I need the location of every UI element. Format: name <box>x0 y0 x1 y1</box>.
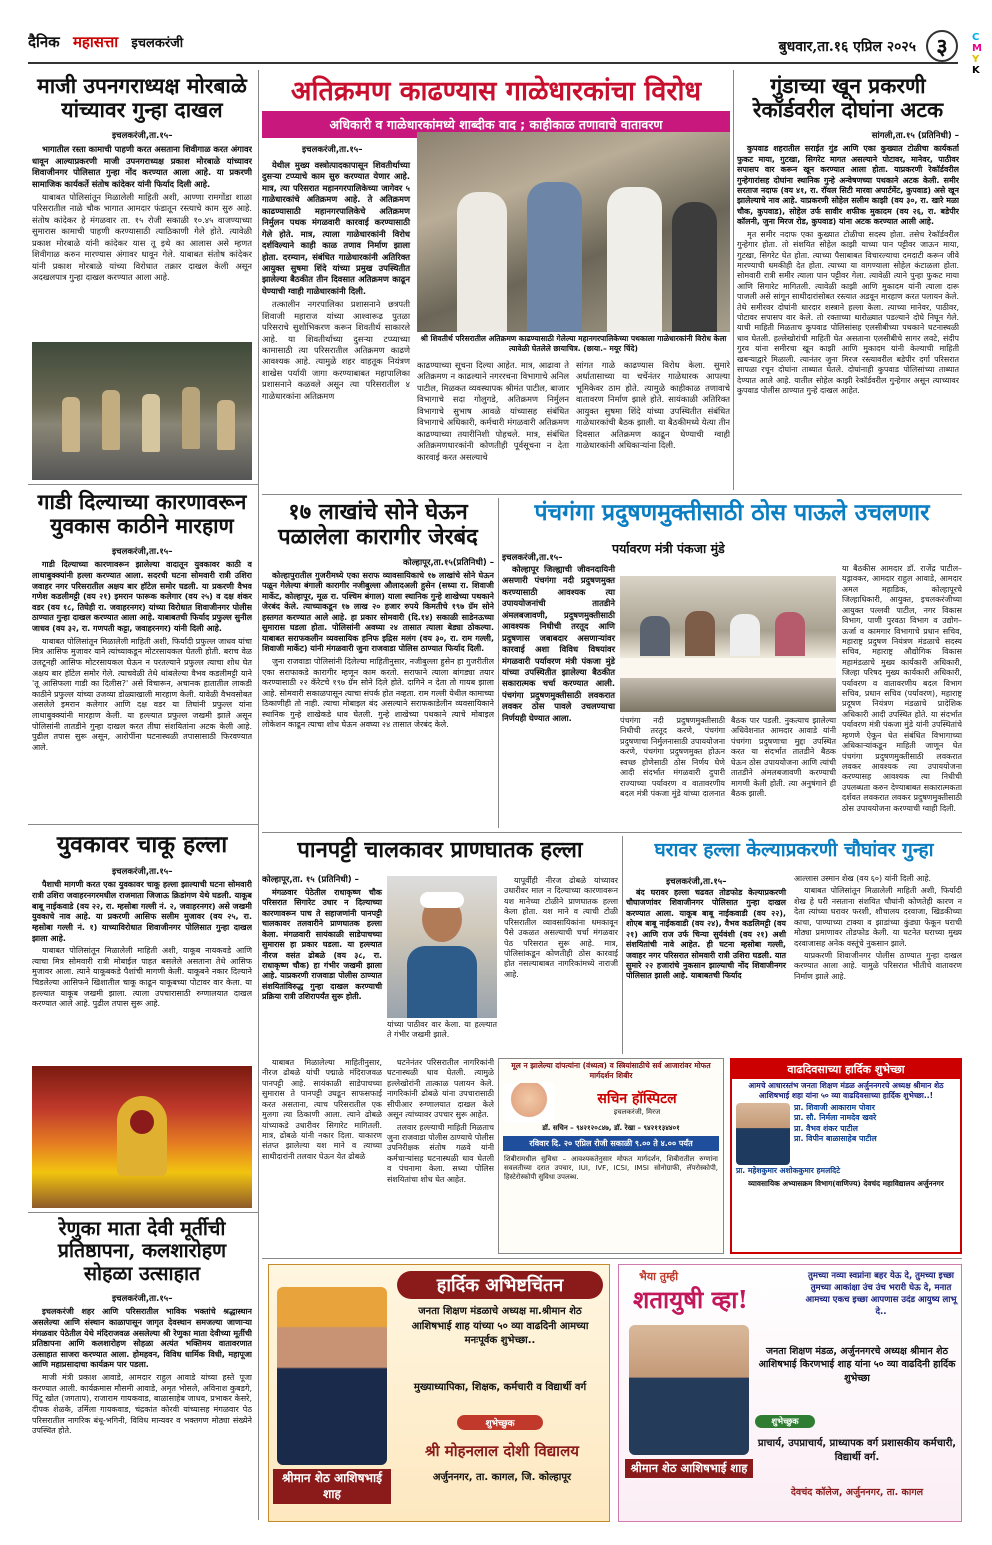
ad-tag: शुभेच्छुक <box>755 1415 815 1428</box>
paragraph: येथील मुख्य वस्त्रोत्पादकापासून शिवतीर्थाच्या दुसऱ्या टप्प्याचे काम सुरु करण्यात येणार आहे. मात्र, त्या परिसरात महानगरपालिकेच्या जागेवर ५ गाळेधारकांचे अतिक्रमण आहे. ते अतिक्रमण काढण्यासाठी महानगरपालिकेचे अतिक्रमण निर्मुलन पथक मंगळवारी कारवाई करण्यासाठी गेले होते. मात्र, त्याला गाळेधारकांनी विरोध दर्शविल्याने काही काळ तणाव निर्माण झाला होता. दरम्यान, संबंधित गाळेधारकांनी अतिरिक्त आयुक्त सुषमा शिंदे यांच्या प्रमुख उपस्थितीत झालेल्या बैठकीत तीन दिवसात अतिक्रमण काढून घेण्याची ग्वाही गाळेधारकांनी दिली. <box>262 160 410 296</box>
paragraph: याप्रकरणी शिवाजीनगर पोलीस ठाण्यात गुन्हा दाखल करण्यात आला आहे. यामुळे परिसरात भीतीचे वातावरण निर्माण झाले आहे. <box>794 950 962 981</box>
article-body <box>32 1307 252 1437</box>
paragraph: या बैठकीस आमदार डॉ. राजेंद्र पाटील–यड्रावकर, आमदार राहुल आवाडे, आमदार अमल महाडिक, कोल्हापूरचे जिल्हाधिकारी, आयुक्त, इचलकरंजीच्या आयुक्त पल्लवी पाटील, नगर विकास विभाग, पाणी पुरवठा विभाग व उद्योग–ऊर्जा व कामगार विभागाचे प्रधान सचिव, महाराष्ट्र प्रदुषण नियंत्रण मंडळाचे सदस्य सचिव, महाराष्ट्र औद्योगिक विकास महामंडळाचे मुख्य कार्यकारी अधिकारी, जिल्हा परिषद मुख्य कार्यकारी अधिकारी, पर्यावरण व वातावरणीय बदल विभाग सचिव, प्रधान सचिव (पर्यावरण), महाराष्ट्र प्रदूषण नियंत्रण मंडळाचे प्रादेशिक अधिकारी आदी उपस्थित होते. या संदर्भात पर्यावरण मंत्री पंकजा मुंडे यांनी उपस्थितांचे म्हणणे ऐकून घेत संबंधित विभागाच्या अधिकाऱ्यांकडून माहिती जाणून घेत पंचगंगा प्रदुषणमुक्तीसाठी लवकरात लवकर आवश्यक त्या उपाययोजना करण्यासह आवश्यक त्या निधीची उपलब्धता करुन देण्याबाबत सकारात्मकता दर्शवत लवकरात लवकर प्रदुषणमुक्तीसाठी ठोस उपाययोजना करण्याची ग्वाही दिली. <box>842 564 962 813</box>
article-col <box>262 888 382 1058</box>
paragraph: तलवार हल्ल्याची माहिती मिळताच जुना राजवाडा पोलीस ठाण्याचे पोलीस उपनिरीक्षक संतोष गळवे यांनी कर्मचाऱ्यांसह घटनास्थळी धाव घेतली व पंचनामा केला. सध्या पोलिस संशयितांचा शोध घेत आहेत. <box>387 1122 494 1184</box>
cmyk-marks <box>972 32 982 76</box>
column-rule <box>258 70 259 1520</box>
ad-school: श्री मोहनलाल दोशी विद्यालय <box>425 1442 579 1460</box>
section-rule <box>262 832 962 833</box>
dateline: इचलकरंजी,ता.१५– <box>302 145 363 156</box>
paragraph: आल्लास उस्मान शेख (वय ६०) यांनी दिली आहे. <box>794 874 932 883</box>
article-col <box>262 1058 382 1254</box>
paragraph: बंद घरावर हल्ला चढवत तोडफोड केल्याप्रकरणी चौघाजणांवर शिवाजीनगर पोलिसात गुन्हा दाखल करण्यात आला. याकूब बाबू नाईकवाडी (वय २२), शोएब बाबू नाईकवाडी (वय २४), वैभव कडलिमट्टी (वय २१) आणि राज उर्फ चिन्या सुर्यवंशी (वय २१) अशी संशयितांची नावे आहेत. ही घटना म्हसोबा गल्ली, जवाहर नगर परिसरात सोमवारी रात्री उशिरा घडली. यात सुमारे २२ हजारांचे नुकसान झाल्याची नोंद शिवाजीनगर पोलिसात झाली आहे. याबाबतची फिर्याद <box>626 888 786 981</box>
hospital-body: शिबीरामधील सुविधा – आवश्यकतेनुसार मोफत मार्गदर्शन, शिबीरातील रुग्णांना सवलतीच्या दरात उपचार, IUI, IVF, ICSI, IMSI सोनोग्राफी, लॅपरोस्कोपी, हिस्टेरोस्कोपी सुविधा उपलब्ध. <box>504 1155 718 1182</box>
dateline: कोल्हापूर,ता. १५ (प्रतिनिधी) – <box>262 875 359 885</box>
paragraph: याबाबत पोलिसांतून मिळालेली माहिती अशी, आण्णा रामगोंडा शाळा परिसरातील नाळे चौक भागात आमदार फंडातून रस्त्याचे काम सुरु आहे. संतोष कांदेकर हे मंगळवार ता. १५ रोजी सकाळी १०.४५ वाजण्याच्या सुमारास कामाची पाहणी करण्यासाठी त्याठिकाणी गेले होते. त्यावेळी प्रकाश मोरबाळे यांनी कांदेकर यास तू इथे का आलास असे म्हणत शिवीगाळ करुन मारण्यास अंगावर धावून गेले. याबाबत संतोष कांदेकर यांनी प्रकाश मोरबाळे यांच्या विरोधात तक्रार दाखल केली असून अदखलपात्र गुन्हा दाखल करण्यात आला आहे. <box>32 192 252 283</box>
paragraph: यापूर्वीही नीरज ढोबळे यांच्यावर उधारीवर माल न दिल्याच्या कारणावरून यश मानेच्या टोळीने प्राणघातक हल्ला केला होता. यश माने व त्याची टोळी परिसरातील व्यावसायिकांना धमकावून पैसे उकळत असल्याची चर्चा मंगळवार पेठ परिसरात सुरू आहे. मात्र, पोलिसांकडून कोणतीही ठोस कारवाई होत नसल्याबाबत नागरिकांमध्ये नाराजी आहे. <box>504 876 618 979</box>
paragraph: इचलकरंजी शहर आणि परिसरातील भाविक भक्तांचे श्रद्धास्थान असलेल्या आणि संस्थान काळापासून जागृत देवस्थान समजल्या जाणाऱ्या मंगळवार पेठेतील येथे मंदिराजवळ असलेल्या श्री रेणुका माता देवीच्या मूर्तीची प्रतिष्ठापना आणि कलशारोहण सोहळा अत्यंत भक्तिमय वातावरणात उत्साहात साजरा करण्यात आला. होमहवन, विविध धार्मिक विधी, महापूजा आणि महाप्रसादाचा कार्यक्रम पार पडला. <box>32 1307 252 1370</box>
headline: घरावर हल्ला केल्याप्रकरणी चौघांवर गुन्हा <box>654 839 934 861</box>
ad-birthday-college <box>618 1264 962 1522</box>
dateline: इचलकरंजी,ता.१५– <box>666 877 727 887</box>
paragraph: कुपवाड शहरातील सराईत गुंड आणि एका कुख्यात टोळीचा कार्यकर्ता फुकट माया, गुटखा, सिगरेट मागत असल्याने पोटावर, मानेवर, पाठीवर सपासप वार करून खून करण्यात आला होता. याप्रकरणी रेकॉर्डवरील गुन्हेगारांसह दोघांना स्थानिक गुन्हे अन्वेषणच्या पथकाने अटक केली. समीर सरताज नदाफ (वय ४१, रा. रॉयल सिटी मारवा अपार्टमेंट, कुपवाड) असे खून झालेल्याचे नाव आहे. याप्रकरणी सोहेल सलीम काझी (वय ३०, रा. खारे मळा चौक, कुपवाड), सोहेल उर्फ सावीर शफीक मुकादम (वय २६, रा. बडेपीर कॉलनी, जुना मिरज रोड, कुपवाड) यांना अटक करण्यात आली आहे. <box>737 144 959 227</box>
article-body <box>32 144 252 283</box>
paragraph: गाडी दिल्याच्या कारणावरून झालेल्या वादातून युवकावर काठी व लाथाबुक्क्यांनी हल्ला करण्यात आला. सदरची घटना सोमवारी रात्री उशिरा जवाहर नगर परिसरातील अक्षय बार हॉटेल समोर घडली. या प्रकरणी वैभव गणेश कडलीमट्टी (वय २१) इमरान फारूक कलेगार (वय २५) व दक्ष शंकर वडर (वय १८, तिघेही रा. जवाहरनगर) यांच्या विरोधात शिवाजीनगर पोलीस ठाण्यात गुन्हा दाखल करण्यात आला आहे. याबाबतची फिर्याद प्रफुल्ल सुनील जाधव (वय ३२, रा. गणपती कट्टा, जवाहरनगर) यांनी दिली आहे. <box>32 560 252 634</box>
cmyk-c: C <box>972 32 980 43</box>
ad-big-title: शतायुषी व्हा! <box>633 1285 749 1314</box>
column-rule <box>622 836 623 1054</box>
ad-from: प्राचार्य, उपप्राचार्य, प्राध्यापक वर्ग प्रशासकीय कर्मचारी, विद्यार्थी वर्ग. <box>757 1438 957 1463</box>
article-col <box>387 1020 497 1058</box>
paragraph: भागातील रस्ता कामाची पाहणी करत असताना शिवीगाळ करत अंगावर धावून आल्याप्रकरणी माजी उपनगराध्यक्ष प्रकाश मोरबाळे यांच्यावर शिवाजीनगर पोलिसात गुन्हा नोंद करण्यात आला आहे. या प्रकरणी सामाजिक कार्यकर्ते संतोष कांदेकर यांनी फिर्याद दिली आहे. <box>32 144 252 189</box>
section-rule <box>28 1212 258 1213</box>
hospital-name: सचिन हॉस्पिटल <box>597 1091 677 1107</box>
paragraph: जुना राजवाडा पोलिसांनी दिलेल्या माहितीनुसार, नजीबुल्ला हुसेन हा गुजरीतील एका सराफाकडे कारागीर म्हणून काम करतो. सराफाने त्याला बांगड्या तयार करण्यासाठी २२ कॅरेटचे १९७ ग्रॅम सोने दिले होते. दागिने न देता तो गायब झाला आहे. सोमवारी सकाळपासून त्याचा संपर्क होत नव्हता. राम गल्ली येथील कामाच्या ठिकाणीही तो नाही. त्याचा मोबाइल बंद असल्याने सराफकाडेलीन व्यवसायिकाने स्थानिक गुन्हे शाखेकडे धाव घेतली. गुन्हे शाखेच्या पथकाने त्याचे मोबाइल लोकेशन काढून त्याचा शोध घेऊन अवघ्या २४ तासात जेरबंद केले. <box>262 656 494 730</box>
cmyk-y: Y <box>972 54 980 65</box>
article-col <box>576 360 730 490</box>
masthead-date: बुधवार,ता.१६ एप्रिल २०२५ <box>778 38 916 55</box>
paragraph: याबाबत पोलिसांतून मिळालेली माहिती अशी, याकूब नायकवडे आणि त्याचा मित्र सोमवारी रात्री मोबाईल पाहत बसलेले असताना तेथे आसिफ मुजावर आला. त्याने याकूबकडे पैशांची मागणी केली. याकूबने नकार दिल्याने चिडलेल्या आसिफने खिशातील चाकू काढून याकूबच्या पोटावर वार केला. या हल्ल्यात याकूब जखमी झाला. त्याला उपचारासाठी रुग्णालयात दाखल करण्यात आले आहे. पुढील तपास सुरू आहे. <box>32 946 252 1009</box>
article-col <box>794 874 962 1058</box>
dateline: इचलकरंजी,ता.१५– <box>112 547 173 558</box>
story-murder-arrest <box>737 70 959 490</box>
masthead-name: महासत्ता <box>72 33 119 51</box>
section-rule <box>262 494 962 495</box>
paragraph: मंगळवार पेठेतील राधाकृष्ण चौक परिसरात सिगारेट उधार न दिल्याच्या कारणावरून पाच ते सहाजणांनी पानपट्टी चालकावर तलवारीने प्राणघातक हल्ला केला. मंगळवारी सायंकाळी साडेपाचच्या सुमारास हा प्रकार घडला. या हल्ल्यात नीरज वसंत ढोबळे (वय ३८, रा. राधाकृष्ण चौक) हा गंभीर जखमी झाला आहे. याप्रकरणी राजवाडा पोलीस ठाण्यात संशयितांविरुद्ध गुन्हा दाखल करण्याची प्रक्रिया रात्री उशिरापर्यंत सुरू होती. <box>262 888 382 1002</box>
paragraph: पंचगंगा नदी प्रदुषणमुक्तीसाठी निधीची तरतूद करणे, पंचगंगा प्रदुषणाचा निर्मुलनासाठी उपाययोजना करणे, पंचगंगा प्रदुषणमुक्त होऊन स्वच्छ होणेसाठी ठोस निर्णय घेणे आदी संदर्भात मंगळवारी दुपारी राज्याच्या पर्यावरण व वातावरणीय बदल मंत्री पंकजा मुंडे यांच्या दालनात बैठक पार पडली. नुकत्याच झालेल्या अधिवेशनात आमदार आवाडे यांनी पंचगंगा प्रदुषणाचा मुद्दा उपस्थित करत या संदर्भात तातडीने बैठक घेऊन ठोस उपाययोजना आणि त्यांची तातडीने अंमलबजावणी करण्याची मागणी केली होती. त्या अनुषंगाने ही बैठक झाली. <box>620 716 836 798</box>
headline: अतिक्रमण काढण्यास गाळेधारकांचा विरोध <box>290 76 702 107</box>
ad-place: देवचंद कॉलेज, अर्जुननगर, ता. कागल <box>790 1487 924 1498</box>
masthead-prefix: दैनिक <box>28 33 60 51</box>
cmyk-k: K <box>972 65 980 76</box>
story-assault-stick <box>32 488 252 820</box>
faculty-name: प्रा. विपीन बाळासाहेब पाटील <box>794 1134 877 1144</box>
ad-org-text: आमचे आधारस्तंभ जनता शिक्षण मंडळ अर्जुननगरचे अध्यक्ष श्रीमान शेठ आशिषभाई शहा यांना ५० व्या वाढदिवसाच्या हार्दिक शुभेच्छा..! <box>748 1081 944 1100</box>
dateline: सांगली,ता.१५ (प्रतिनिधी) – <box>871 131 959 142</box>
paragraph: पैशाची मागणी करत एका युवकावर चाकू हल्ला झाल्याची घटना सोमवारी रात्री उशिरा जवाहरनगरमधील राजमाता जिजाऊ क्रिडांगण येथे घडली. याकूब बाबू नाईकवाडे (वय २२, रा. म्हसोबा गल्ली नं. २, जवाहरनगर) असे जखमी युवकाचे नाव आहे. या प्रकरणी आसिफ सलीम मुजावर (वय २५, रा. म्हसोबा गल्ली नं. १) याच्याविरोधात शिवाजीनगर पोलिसात गुन्हा दाखल झाला आहे. <box>32 880 252 943</box>
section-rule <box>262 1258 962 1259</box>
story-knife-attack <box>32 828 252 1062</box>
dateline: इचलकरंजी,ता.१५– <box>502 553 563 563</box>
ad-from: मुख्याध्यापिका, शिक्षक, कर्मचारी व विद्यार्थी वर्ग <box>413 1382 587 1393</box>
article-body <box>737 144 959 396</box>
ad-person: श्रीमान शेठ आशिषभाई शाह <box>273 1469 391 1504</box>
article-body <box>32 880 252 1010</box>
injured-man-photo <box>387 876 497 1018</box>
hospital-date: रविवार दि. २० एप्रिल रोजी सकाळी ९.०० ते ४.०० पर्यंत <box>503 1136 719 1151</box>
portrait-photo <box>629 1325 749 1455</box>
headline: रेणुका माता देवी मूर्तीची प्रतिष्ठापना, कलशारोहण सोहळा उत्साहात <box>57 1217 227 1285</box>
headline: गुंडाच्या खून प्रकरणी रेकॉर्डवरील दोघांना अटक <box>752 73 944 123</box>
story-renuka-mata <box>32 1214 252 1524</box>
ad-birthday-faculty <box>730 1058 962 1254</box>
headline: १७ लाखांचे सोने घेऊन पळालेला कारागीर जेरबंद <box>278 499 478 551</box>
article-col <box>626 888 786 1058</box>
baby-image <box>503 1083 555 1123</box>
paragraph: याबाबत पोलिसांतून मिळालेली माहिती अशी, फिर्यादी शेख हे घरी नसताना संशयित चौघांनी कोणतेही कारण न देता त्यांच्या घरावर फरशी, शौचालय दरवाजा, खिडकीच्या काचा, पाण्याच्या टाक्या व झाडांच्या कुंड्या फेकून घराची मोठ्या प्रमाणावर तोडफोड केली. या घटनेत घराच्या मुख्य दरवाजासह अनेक वस्तूंचे नुकसान झाले. <box>794 886 962 948</box>
temple-idol-photo <box>32 1066 252 1208</box>
ad-greet: भैया तुम्ही <box>639 1270 679 1283</box>
paragraph: घटनेनंतर परिसरातील नागरिकांनी घटनास्थळी धाव घेतली. त्यामुळे हल्लेखोरांनी तात्काळ पलायन केले. नागरिकांनी ढोबळे यांना उपचारासाठी सीपीआर रुग्णालयात दाखल केले असून त्यांच्यावर उपचार सुरू आहेत. <box>387 1058 494 1120</box>
ad-title: वाढदिवसाच्या हार्दिक शुभेच्छा <box>732 1060 960 1079</box>
ad-person: श्रीमान शेठ आशिषभाई शाह <box>625 1459 753 1478</box>
article-col <box>262 160 410 490</box>
section-rule <box>28 824 258 825</box>
hospital-address: इचलकरंजी, मिरज <box>613 1108 661 1116</box>
paragraph: तत्कालीन नगरपालिका प्रशासनाने छत्रपती शिवाजी महाराज यांच्या आश्वारूढ पुतळा परिसराचे सुशोभिकरण करून शिवतीर्थ साकारले आहे. या शिवतीर्थाच्या दुसऱ्या टप्प्याच्या कामासाठी त्या परिसरातील अतिक्रमण काढणे आवश्यक आहे. त्यामुळे शहर वाहतूक नियंत्रण शाखेस पर्यायी जागा करण्याबाबत महापालिका प्रशासनाने कळवले असून त्या परिसरातील ४ गाळेधारकांना अतिक्रमण <box>262 299 410 401</box>
photo-caption: श्री शिवतीर्थ परिसरातील अतिक्रमण काढण्यासाठी गेलेल्या महानगरपालिकेच्या पथकाला गाळेधारकांनी विरोध केला त्यावेळी घेतलेले छायाचित्र. (छाया.– मयूर चिंदे) <box>420 334 727 353</box>
ad-poem: तुमच्या नव्या स्वप्नांना बहर येऊ दे, तुमच्या इच्छा तुमच्या आकांक्षा उंच उंच भरारी घेऊ दे, मनात आमच्या एकच इच्छा आपणास उदंड आयुष्य लाभू दे.. <box>805 1271 957 1317</box>
column-rule <box>733 70 734 490</box>
paragraph: सांगत गाळे काढण्यास विरोध केला. सुमारे अर्धातासाच्या या चर्चेनंतर गाळेधारक आपल्या भूमिकेवर ठाम होते. त्यामुळे काहीकाळ तणावाचे वातावरण निर्माण झाले होते. सायंकाळी अतिरिक्त आयुक्त सुषमा शिंदे यांच्या उपस्थितीत संबंधित गाळेधारकांची बैठक झाली. या बैठकीमध्ये येत्या तीन दिवसात अतिक्रमण काढून घेण्याची ग्वाही गाळेधारकांनी अधिकाऱ्यांना दिली. <box>576 360 730 451</box>
article-col <box>620 716 836 828</box>
subheadline: अधिकारी व गाळेधारकांमध्ये शाब्दीक वाद ; काहीकाळ तणावाचे वातावरण <box>262 111 730 138</box>
paragraph: यांच्या पाठीवर वार केला. या हल्ल्यात ते गंभीर जखमी झाले. <box>387 1020 497 1040</box>
faculty-name: प्रा. वैभव शंकर पाटील <box>794 1123 858 1133</box>
dateline: इचलकरंजी,ता.१५– <box>112 867 173 878</box>
article-col <box>842 564 962 828</box>
portrait-photo <box>736 1103 790 1165</box>
story-panpatti-attack <box>262 836 618 1058</box>
paragraph: कोल्हापुरातील गुजरीमध्ये एका सराफ व्यावसायिकाचे १७ लाखांचे सोने घेऊन पळून गेलेल्या बंगाली कारागीर नजीबुल्ला औलादअली हुसेन (सध्या रा. शिवाजी मार्केट, कोल्हापूर, मूळ रा. पश्चिम बंगाल) याला स्थानिक गुन्हे शाखेच्या पथकाने जेरबंद केले. त्याच्याकडून १७ लाख २० हजार रुपये किमतीचे १९७ ग्रॅम सोने हस्तगत करण्यात आले आहे. हा प्रकार सोमवारी (दि.१४) सकाळी साडेनऊच्या सुमारास घडला होता. पोलिसांनी अवघ्या २४ तासात त्याला बेड्या ठोकल्या. याबाबत सराफकलीन व्यवसायिक हनिफ इद्रिस मलंग (वय ३०, रा. राम गल्ली, शिवाजी मार्केट) यांनी मंगळवारी जुना राजवाडा पोलिस ठाण्यात फिर्याद दिली. <box>262 570 494 654</box>
hospital-phone: डॉ. सचिन – ९४२१२०८४७, डॉ. रेखा – ९४२११३४४०१ <box>542 1124 680 1132</box>
story-morbale <box>32 70 252 480</box>
article-body <box>262 571 494 731</box>
faculty-name: प्रा. शिवाजी आकाराम पोवार <box>794 1102 875 1112</box>
headline: पानपट्टी चालकावर प्राणघातक हल्ला <box>297 837 583 863</box>
portrait-photo <box>277 1287 387 1465</box>
headline: माजी उपनगराध्यक्ष मोरबाळे यांच्यावर गुन्हा दाखल <box>37 73 247 123</box>
story-encroachment <box>262 70 730 490</box>
article-col <box>387 1058 494 1254</box>
paragraph: काढण्याच्या सूचना दिल्या आहेत. मात्र, आढावा ते अतिक्रमण न काढल्याने नगररचना विभागाचे अनिल पाटील, मिळकत व्यवस्थापक श्रीमंत पाटील, बाजार विभागाचे सदा गोलुगडे, अतिक्रमण निर्मुलन विभागाचे सुभाष आवळे यांच्यासह संबंधित विभागाचे अधिकारी, कर्मचारी मंगळवारी अतिक्रमण काढण्याच्या तयारीनिशी पोहचले. मात्र, संबंधित अतिक्रमणधारकांनी कोणतीही पूर्वसूचना न देता कारवाई करत असल्याचे <box>417 360 569 462</box>
paragraph: माजी मंत्री प्रकाश आवाडे, आमदार राहुल आवाडे यांच्या हस्ते पूजा करण्यात आली. कार्यक्रमास मौसमी आवाडे, अमृत भोसले, अविनाश कुबडगे, पिंटू खोत (जगताप), राजाराम गायकवाड, बाळासाहेब जाधव, प्रभाकर केसरे, दीपक शेळके, उर्मिला गायकवाड, चंद्रकांत कोरवी यांच्यासह मंगळवार पेठ परिसरातील नागरिक बंधू-भगिनी, विविध मान्यवर व भक्तगण मोठ्या संख्येने उपस्थित होते. <box>32 1373 252 1436</box>
headline: गाडी दिल्याच्या कारणावरून युवकास काठीने मारहाण <box>37 489 247 539</box>
page-number: ३ <box>926 30 958 62</box>
dateline: इचलकरंजी,ता.१५– <box>112 131 173 142</box>
masthead <box>28 30 958 64</box>
column-rule <box>498 498 499 828</box>
story-panchganga <box>502 498 962 828</box>
ad-text: जनता शिक्षण मंडळ, अर्जुननगरचे अध्यक्ष श्रीमान शेठ आशिषभाई किरणभाई शाह यांना ५० व्या वाढदिनी हार्दिक शुभेच्छा <box>758 1346 956 1384</box>
article-body <box>32 560 252 753</box>
ad-footer: व्यावसायिक अभ्यासक्रम विभाग(वाणिज्य) देवचंद महाविद्यालय अर्जुननगर <box>748 1178 944 1188</box>
story-house-attack <box>626 836 962 1058</box>
paragraph: मृत समीर नदाफ एका कुख्यात टोळीचा सदस्य होता. तसेच रेकॉर्डवरील गुन्हेगार होता. तो संशयित सोहेल काझी याच्या पान पट्टीवर जाऊन माया, गुटखा, सिगरेट घेत होता. त्याच्या पैसाबाबत विचारल्याचा दमदाटी करून जीवे मारण्याची धमकीही देत होता. त्याच्या या वागण्याला सोहेल कंटाळला होता. सोमवारी रात्री समीर त्याला पान पट्टीवर गेला. त्यावेळी त्याने पुन्हा फुकट माया आणि सिगारेट मागितली. त्यावेळी काझी आणि मुकादम यांनी त्याला दारू पाजली असे सांगून साथीदारांसोबत रस्त्यात अडवून मारहाण करत पलायन केले. तेथे समीरवर दोघांनी धारदार शस्त्राने हल्ला केला. त्याच्या मानेवर, पाठीवर, पोटावर सपासप वार केले. तो रक्ताच्या थारोळ्यात पडल्याने दोघे निघून गेले. याची माहिती मिळताच कुपवाड पोलिसांसह एलसीबीच्या पथकाने घटनास्थळी धाव घेतली. हल्लेखोरांची माहिती घेत असताना एलसीबीचे सागर लवटे, संदीप गुरव यांना समीरचा खून काझी आणि मुकादम यांनी केल्याची माहिती खबऱ्याद्वारे मिळाली. त्यानंतर जुना मिरज रस्त्यावरील बडेपीर दर्गा परिसरात सापळा रचून दोघांना ताब्यात घेतले. दोघांनाही कुपवाड पोलिसांच्या ताब्यात देण्यात आले आहे. यातील सोहेल काझी रेकॉर्डवरील गुन्हेगार असून त्याच्यावर कुपवाड पोलीस ठाण्यात गुन्हे दाखल आहेत. <box>737 229 959 395</box>
ad-title: हार्दिक अभिष्टचिंतन <box>397 1271 603 1299</box>
subheadline: पर्यावरण मंत्री पंकजा मुंडे <box>612 541 725 556</box>
headline: युवकावर चाकू हल्ला <box>56 831 228 858</box>
dateline: कोल्हापूर,ता.१५(प्रतिनिधी) – <box>403 557 494 568</box>
ad-text: जनता शिक्षण मंडळाचे अध्यक्ष मा.श्रीमान शेठ आशिषभाई शाह यांच्या ५० व्या वाढदिनी आमच्या मनःपूर्वक शुभेच्छा.. <box>411 1306 589 1346</box>
section-rule <box>28 484 258 485</box>
paragraph: कोल्हापूर जिल्ह्याची जीवनदायिनी असणारी पंचगंगा नदी प्रदुषणमुक्त करण्यासाठी आवश्यक त्या उपाययोजनांची तातडीने अंमलबजावणी, प्रदुषणमुक्तीसाठी आवश्यक निधीची तरतूद आणि प्रदुषणास जबाबदार असणाऱ्यांवर कारवाई अशा विविध विषयांवर मंगळवारी पर्यावरण मंत्री पंकजा मुंडे यांच्या उपस्थितीत झालेल्या बैठकीत सकारात्मक चर्चा करण्यात आली. पंचगंगा प्रदुषणमुक्तीसाठी लवकरात लवकर ठोस पावले उचलण्याचा निर्णयही घेण्यात आला. <box>502 564 615 723</box>
masthead-city: इचलकरंजी <box>131 36 184 51</box>
article-col <box>417 360 569 490</box>
article-col <box>502 564 615 734</box>
story-panpatti-continued <box>262 1058 494 1254</box>
ad-tag: शुभेच्छुक <box>457 1415 543 1430</box>
paragraph: याबाबत मिळालेल्या माहितीनुसार, नीरज ढोबळे यांची पद्माळे मंदिराजवळ पानपट्टी आहे. सायंकाळी साडेपाचच्या सुमारास ते पानपट्टी उघडून साफसफाई करत असताना, त्याच परिसरातील एक मुलगा त्या ठिकाणी आला. त्याने ढोबळे यांच्याकडे उधारीवर सिगारेट मागितली. मात्र, ढोबळे यांनी नकार दिला. याकारण संतप्त झालेल्या यश माने व त्याच्या साथीदारांनी तलवार घेऊन येत ढोबळे <box>262 1058 382 1161</box>
faculty-name: प्रा. महेशकुमार अशोककुमार हमलदिटे <box>736 1165 841 1175</box>
faculty-name: प्रा. सौ. निर्मला नामदेव खवरे <box>794 1113 877 1123</box>
dateline: इचलकरंजी,ता.१५– <box>112 1294 173 1305</box>
ad-birthday-school <box>268 1264 610 1522</box>
headline: पंचगंगा प्रदुषणमुक्तीसाठी ठोस पाऊले उचलणार <box>534 499 930 526</box>
encroachment-photo <box>417 132 730 332</box>
story-gold-theft <box>262 498 494 828</box>
article-col <box>504 876 618 1058</box>
paragraph: याबाबत पोलिसांतून मिळालेली माहिती अशी, फिर्यादी प्रफुल्ल जाधव यांचा मित्र आसिफ मुजावर याने त्यांच्याकडून मोटरसायकल घेतली होती. बराच वेळ उलटूनही आसिफ मोटरसायकल घेऊन न परतल्याने प्रफुल्ल त्याचा शोध घेत अक्षय बार हॉटेल समोर गेले. त्याचवेळी तेथे थांबलेल्या वैभव कडलीमट्टी याने 'तू आसिफला गाडी का दिलीस?' असे विचारून, अचानक हातातील लाकडी काठीने प्रफुल्ल यांच्या उजव्या डोळ्याखाली मारहाण केली. यावेळी वैभवसोबत असलेले इमरान कलेगार आणि दक्ष वडर या तिघांनी प्रफुल्ल यांना लाथाबुक्क्यांनी मारहाण केली. या हल्ल्यात प्रफुल्ल जखमी झाले असून पोलिसांनी तातडीने गुन्हा दाखल करत तीघा संशयितांना अटक केली आहे. पुढील तपास सुरू असून, आरोपींना घटनास्थळी तपासासाठी फिरवण्यात आले. <box>32 636 252 752</box>
cmyk-m: M <box>972 43 982 54</box>
police-march-photo <box>32 342 252 480</box>
ad-sachin-hospital <box>498 1058 724 1254</box>
meeting-photo <box>620 576 836 712</box>
ad-top: मूल न झालेल्या दांपत्यांना (वंध्यत्व) व स्त्रियांसाठीचे सर्व आजारांवर मोफत मार्गदर्शन शिबीर <box>511 1061 711 1080</box>
ad-place: अर्जुननगर, ता. कागल, जि. कोल्हापूर <box>432 1472 572 1483</box>
